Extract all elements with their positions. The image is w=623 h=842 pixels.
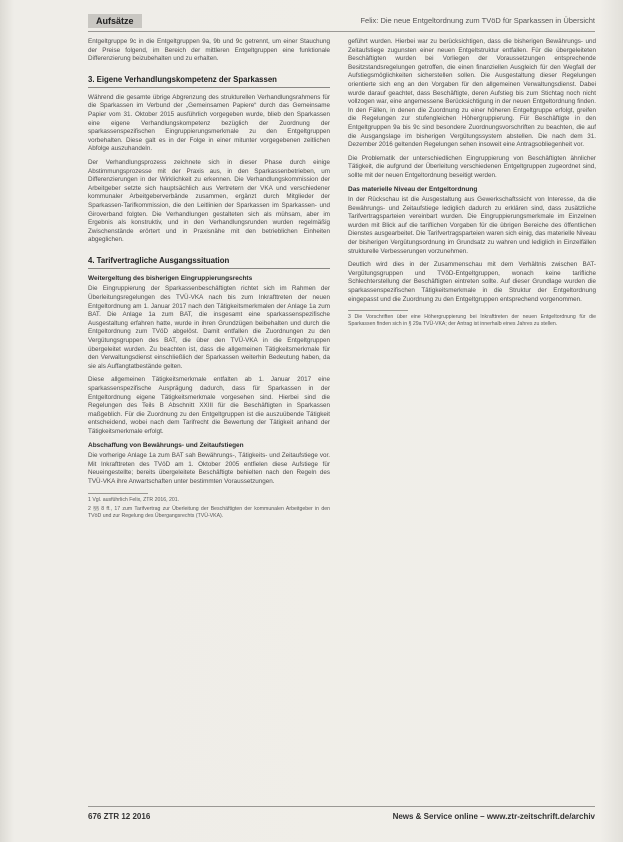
page-info: 676 ZTR 12 2016 — [88, 812, 151, 821]
subheading-eingruppierungsrecht: Weitergeltung des bisherigen Eingruppierungsrechts — [88, 274, 253, 282]
section-3-heading: 3. Eigene Verhandlungskompetenz der Sparkassen — [88, 74, 330, 88]
running-title: Felix: Die neue Entgeltordnung zum TVöD für Sparkassen in Übersicht — [360, 16, 595, 25]
footnote-rule — [88, 493, 148, 494]
subheading-aufstiege: Abschaffung von Bewährungs- und Zeitaufstiegen — [88, 441, 244, 449]
left-column — [88, 38, 330, 522]
footnote: 2 §§ 8 ff., 17 zum Tarifvertrag zur Überleitung der Beschäftigten der kommunalen Arbeitgeber in den TVöD und zur Regelung des Übergangsrechts (TVÜ-VKA). — [88, 505, 330, 519]
right-paragraph-3: In der Rückschau ist die Ausgestaltung aus Gewerkschaftssicht von Interesse, da die Bewährungs- und Zeitaufstiege lediglich dadurch zu erklären sind, dass zusätzliche Tarifvertragsparteien vereinbart wurden. Die Eingruppierungsmerkmale im Einzelnen wurden mit Blick auf die tariflichen Vorgaben für die übrigen Bereiche des öffentlichen Dienstes ausgearbeitet. Die Tarifvertragsparteien waren sich einig, das materielle Niveau der bisherigen Vergütungsordnung im Grundsatz zu wahren und lediglich in Einzelfällen strukturelle Verbesserungen vorzunehmen. — [348, 196, 596, 255]
archive-link[interactable]: News & Service online – www.ztr-zeitschrift.de/archiv — [392, 812, 595, 821]
header-rule — [88, 31, 595, 32]
section-4-paragraph-2: Diese allgemeinen Tätigkeitsmerkmale entfalten ab 1. Januar 2017 eine sparkassenspezifische Ausprägung dadurch, dass für Sparkassen in der Entgeltordnung eigene Tätigkeitsmerkmale vorgesehen sind. Hierbei sind die Regelungen des Teils B Abschnitt XXIII für die Beschäftigten in Sparkassen maßgeblich. Für die Zuordnung zu den Entgeltgruppen ist die auszuübende Tätigkeit entscheidend, wobei nach dem Tarifrecht die Bewertung der Tätigkeit anhand der Tätigkeitsmerkmale erfolgt. — [88, 376, 330, 435]
right-column — [348, 38, 596, 330]
section-tag: Aufsätze — [88, 14, 142, 28]
section-3-paragraph-1: Während die gesamte übrige Abgrenzung des strukturellen Verhandlungsrahmens für die Sparkassen im Verbund der „Gemeinsamen Papiere“ durch das Gemeinsame Papier vom 31. Oktober 2015 ausführlich vorgegeben wurde, blieb den Sparkassen eine eigene Verhandlungskompetenz bezüglich der Zuordnung der sparkassenspezifischen Eingruppierungsmerkmale zu den Entgeltgruppen vorbehalten. Diese galt es in der Folge in einer mitunter vorgegebenen zeitlichen Abfolge auszuhandeln. — [88, 93, 330, 153]
footnote-rule — [348, 310, 408, 311]
footer-rule — [88, 806, 595, 807]
footnote: 1 Vgl. ausführlich Felix, ZTR 2016, 201. — [88, 496, 180, 503]
subheading-materielles-niveau: Das materielle Niveau der Entgeltordnung — [348, 185, 478, 193]
section-4-paragraph-3: Die vorherige Anlage 1a zum BAT sah Bewährungs-, Tätigkeits- und Zeitaufstiege vor. Mit Inkrafttreten des TVöD am 1. Oktober 2005 entfielen diese Aufstiege für Neueingestellte; bereits übergeleitete Beschäftigte behielten nach den Regeln des TVÜ-VKA ihre Anwartschaften unter bestimmten Voraussetzungen. — [88, 452, 330, 485]
right-paragraph-1: geführt wurden. Hierbei war zu berücksichtigen, dass die bisherigen Bewährungs- und Zeitaufstiege zugunsten einer neuen Entgeltstruktur entfallen. Für die übergeleiteten Beschäftigten wurden bei Vorliegen der Voraussetzungen entsprechende Besitzstandsregelungen getroffen, die einen finanziellen Ausgleich für den Wegfall der Aufstiegsmöglichkeiten sicherstellen sollen. Die Ausgestaltung dieser Regelungen orientierte sich eng an den Vorgaben für den allgemeinen Verwaltungsdienst. Dabei wurde darauf geachtet, dass Beschäftigte, deren Aufstieg bis zum Stichtag noch nicht vollzogen war, eine angemessene Berücksichtigung in der neuen Entgeltordnung finden. In den Fällen, in denen die Zuordnung zu einer höheren Entgeltgruppe erfolgt, greifen die Regelungen zur stufengleichen Höhergruppierung. Für Beschäftigte in den Entgeltgruppen 9a bis 9c sind besondere Zuordnungsvorschriften zu beachten, die auf die Ausgangslage im bisherigen Vergütungssystem abstellen. Die nach dem 31. Dezember 2016 geltenden Regelungen sehen insoweit eine Antragsobliegenheit vor. — [348, 38, 596, 149]
right-paragraph-4: Deutlich wird dies in der Zusammenschau mit dem Verhältnis zwischen BAT-Vergütungsgruppen und TVöD-Entgeltgruppen, wonach keine tarifliche Schlechterstellung der Beschäftigten eintreten sollte. Auf dieser Grundlage wurden die sparkassenspezifischen Tätigkeitsmerkmale in die Struktur der Entgeltordnung eingepasst und die Zuordnung zu den Entgeltgruppen entsprechend vorgenommen. — [348, 261, 596, 303]
footnote: 3 Die Vorschriften über eine Höhergruppierung bei Inkrafttreten der neuen Entgeltordnung für die Sparkassen finden sich in § 29a TVÜ-VKA; der Antrag ist innerhalb eines Jahres zu stellen. — [348, 314, 596, 328]
section-4-paragraph-1: Die Eingruppierung der Sparkassenbeschäftigten richtet sich im Rahmen der Überleitungsregelungen des TVÜ-VKA nach bis zum Inkrafttreten der neuen Entgeltordnung am 1. Januar 2017 nach den Tätigkeitsmerkmalen der Anlage 1a zum BAT. Die Anlage 1a zum BAT, die insgesamt eine sparkassenspezifische Ausgestaltung erfahren hatte, wurde in ihren Grundzügen beibehalten und durch die Entgeltordnung zum TVöD abgelöst. Damit entfallen die Zuordnungen zu den Vergütungsgruppen des BAT, die über den TVÜ-VKA in die Entgeltgruppen übergeleitet wurden. Zu beachten ist, dass die allgemeinen Tätigkeitsmerkmale für den Verwaltungsdienst einschließlich der Sparkassen weiterhin Bedeutung haben, da sie als Auffangtatbestände gelten. — [88, 285, 330, 370]
section-4-heading: 4. Tarifvertragliche Ausgangssituation — [88, 255, 330, 269]
right-paragraph-2: Die Problematik der unterschiedlichen Eingruppierung von Beschäftigten ähnlicher Tätigkeit, die aufgrund der Überleitung verschiedenen Entgeltgruppen zugeordnet sind, sollte mit der neuen Entgeltordnung beseitigt werden. — [348, 154, 596, 179]
intro-paragraph: Entgeltgruppe 9c in die Entgeltgruppen 9a, 9b und 9c getrennt, um einer Stauchung der Preise folgend, im Bereich der mittleren Entgeltgruppen eine funktionale Differenzierung beizubehalten und zu erhalten. — [88, 38, 330, 63]
section-3-paragraph-2: Der Verhandlungsprozess zeichnete sich in dieser Phase durch einige Abstimmungsprozesse mit der Praxis aus, in den Sparkassenbetrieben, um Differenzierungen in der Wirklichkeit zu erkennen. Die Verhandlungskommission der Arbeitgeber setzte sich hauptsächlich aus Vertretern der VKA und verschiedener kommunaler Arbeitgeberverbände zusammen, ergänzt durch Mitglieder der Sparkassen-Tarifkommission, die den Leitlinien der Sparkassen im Sparkassen- und Giroverband folgten. Die Verhandlungen gestalteten sich als mühsam, aber im Ergebnis als konstruktiv, und in den Verhandlungsrunden wurden regelmäßig Zwischenstände erörtert und in Praxisnähe mit den betrieblichen Einheiten abgeglichen. — [88, 158, 330, 244]
